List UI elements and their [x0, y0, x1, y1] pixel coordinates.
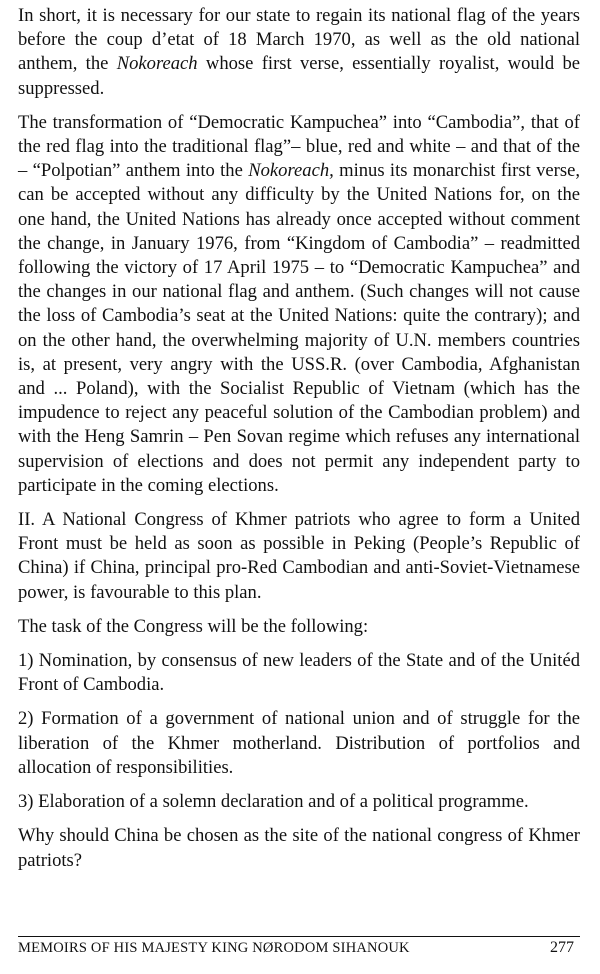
- paragraph-text: In short, it is necessary for our state to regain its national flag of the years before the coup d’etat of 18 March 1970, as well as the old national anthem, the: [18, 5, 580, 75]
- anthem-name-italic: Nokoreach,: [248, 160, 334, 182]
- paragraph-flag-anthem: [18, 4, 580, 101]
- paragraph-text: minus its monarchist first verse, can be accepted without any difficulty by the United Nations for, on the one hand, the United Nations has already once accepted without comment the change, in January 1976, from “Kingdom of Cambodia” – readmitted following the victory of 17 April 1975 – to “Democratic Kampuchea” and the changes in our national flag and anthem. (Such changes will not cause the loss of Cambodia’s seat at the United Nations: quite the contrary); and on the other hand, the overwhelming majority of U.N. members countries is, at present, very angry with the USS.R. (over Cambodia, Afghanistan and ... Poland), with the Socialist Republic of Vietnam (which has the impudence to reject any peaceful solution of the Cambodian problem) and with the Heng Samrin – Pen Sovan regime which refuses any international supervision of elections and does not permit any independent party to participate in the coming elections.: [18, 160, 580, 496]
- paragraph-congress-task: [18, 615, 580, 639]
- page-body: [18, 4, 580, 883]
- paragraph-text: 3) Elaboration of a solemn declaration and of a political programme.: [18, 791, 529, 813]
- paragraph-why-china: [18, 824, 580, 872]
- paragraph-text: II. A National Congress of Khmer patriots who agree to form a United Front must be held as soon as possible in Peking (People’s Republic of China) if China, principal pro-Red Cambodian and anti-Soviet-Vietnamese power, is favourable to this plan.: [18, 509, 580, 603]
- anthem-name-italic: Nokoreach: [116, 53, 198, 75]
- list-item-declaration: [18, 790, 580, 814]
- paragraph-national-congress: [18, 508, 580, 605]
- page-footer: [18, 936, 580, 957]
- paragraph-text: 2) Formation of a government of national union and of struggle for the liberation of the Khmer motherland. Distribution of portfolios and allocation of responsibilities.: [18, 708, 580, 778]
- page-number: 277: [550, 939, 574, 956]
- list-item-government: [18, 707, 580, 780]
- paragraph-text: The transformation of “Democratic Kampuchea” into “Cambodia”, that of the red flag into the traditional flag”– blue, red and white – and that of the – “Polpotian” anthem into the: [18, 111, 580, 182]
- paragraph-text: Why should China be chosen as the site of the national congress of Khmer patriots?: [18, 825, 580, 871]
- running-title: MEMOIRS OF HIS MAJESTY KING NØRODOM SIHANOUK: [18, 940, 410, 956]
- list-item-nomination: [18, 649, 580, 697]
- paragraph-text: whose first verse, essentially royalist, would be suppressed.: [18, 53, 581, 99]
- paragraph-transformation: [18, 111, 580, 498]
- paragraph-text: 1) Nomination, by consensus of new leaders of the State and of the Unitéd Front of Cambodia.: [18, 650, 580, 696]
- paragraph-text: The task of the Congress will be the following:: [18, 615, 369, 637]
